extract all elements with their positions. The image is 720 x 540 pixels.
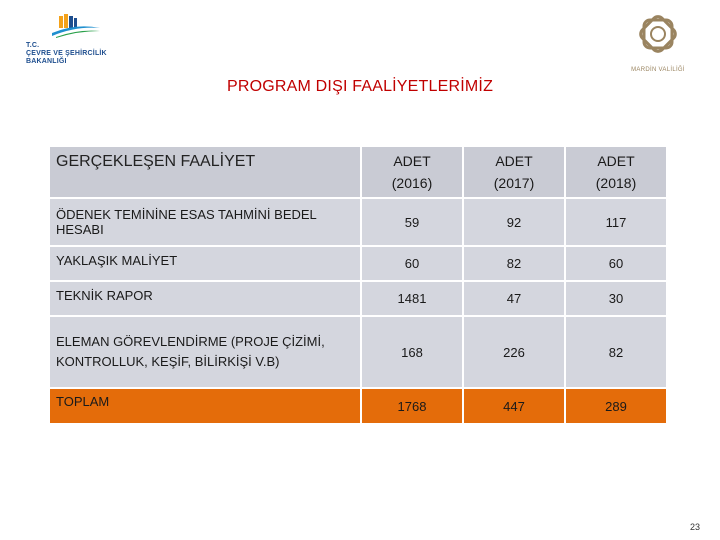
- cell-2017: 226: [463, 316, 565, 388]
- row-label: ELEMAN GÖREVLENDİRME (PROJE ÇİZİMİ, KONTROLLUK, KEŞİF, BİLİRKİŞİ V.B): [49, 316, 361, 388]
- page-number: 23: [690, 522, 701, 532]
- total-label: TOPLAM: [49, 388, 361, 424]
- total-2017: 447: [463, 388, 565, 424]
- page-title: PROGRAM DIŞI FAALİYETLERİMİZ: [226, 78, 494, 95]
- cell-2018: 30: [565, 281, 667, 316]
- logo-line-2: ÇEVRE VE ŞEHİRCİLİK: [26, 50, 107, 57]
- star-emblem-icon: [618, 12, 698, 68]
- table-row: [49, 198, 667, 246]
- cell-2016: 168: [361, 316, 463, 388]
- activities-table: [48, 145, 668, 425]
- header-2016: ADET (2016): [361, 146, 463, 198]
- governorship-caption: MARDİN VALİLİĞİ: [631, 67, 685, 73]
- table-row: [49, 281, 667, 316]
- header-2018: ADET (2018): [565, 146, 667, 198]
- cell-2017: 47: [463, 281, 565, 316]
- table-row: [49, 246, 667, 281]
- total-2016: 1768: [361, 388, 463, 424]
- cell-2018: 117: [565, 198, 667, 246]
- row-label: YAKLAŞIK MALİYET: [49, 246, 361, 281]
- total-row: [49, 388, 667, 424]
- ministry-emblem-icon: [50, 12, 102, 38]
- cell-2016: 59: [361, 198, 463, 246]
- logo-line-3: BAKANLIĞI: [26, 58, 67, 65]
- logo-line-1: T.C.: [26, 42, 40, 49]
- cell-2018: 60: [565, 246, 667, 281]
- ministry-logo: [22, 12, 132, 70]
- header-activity: GERÇEKLEŞEN FAALİYET: [49, 146, 361, 198]
- header-2017: ADET (2017): [463, 146, 565, 198]
- row-label: TEKNİK RAPOR: [49, 281, 361, 316]
- total-2018: 289: [565, 388, 667, 424]
- cell-2017: 92: [463, 198, 565, 246]
- row-label: ÖDENEK TEMİNİNE ESAS TAHMİNİ BEDEL HESABI: [49, 198, 361, 246]
- table-header-row: [49, 146, 667, 198]
- governorship-logo: [618, 12, 698, 78]
- table-row: [49, 316, 667, 388]
- cell-2018: 82: [565, 316, 667, 388]
- cell-2016: 60: [361, 246, 463, 281]
- cell-2017: 82: [463, 246, 565, 281]
- cell-2016: 1481: [361, 281, 463, 316]
